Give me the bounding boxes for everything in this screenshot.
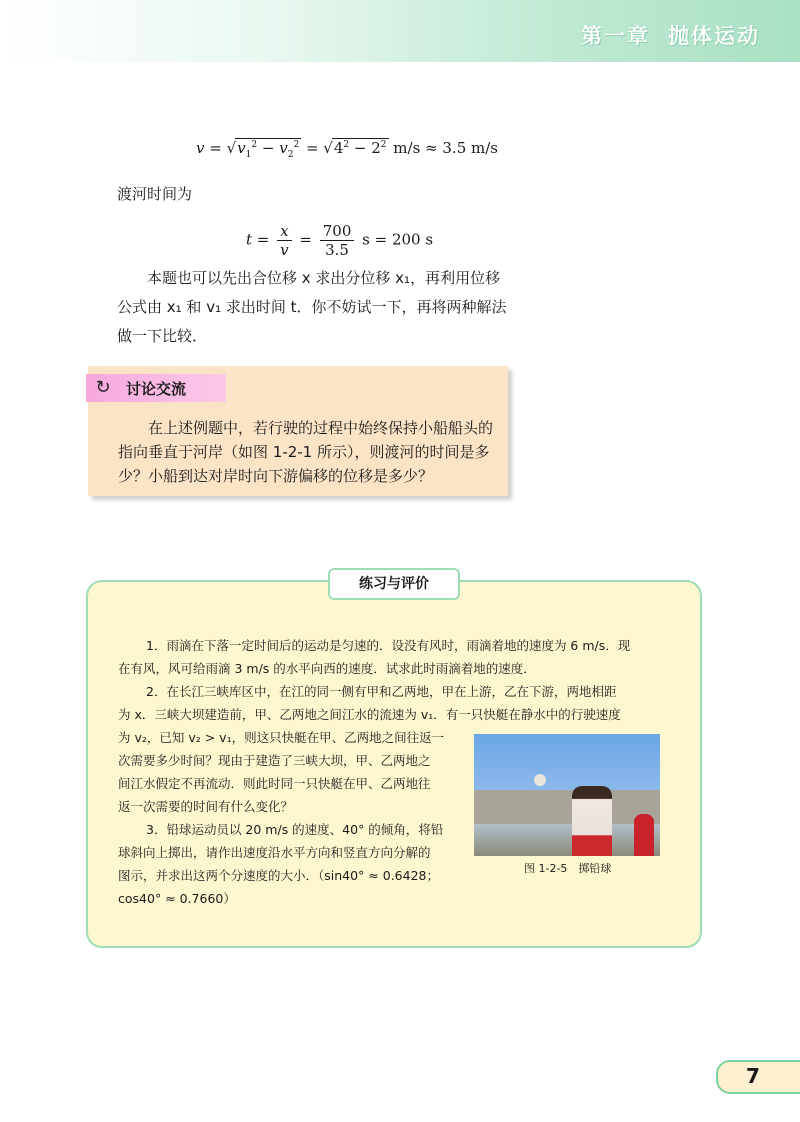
shot-put-ball: [534, 774, 546, 786]
chapter-name: 抛体运动: [668, 24, 760, 48]
v-symbol: v: [196, 139, 205, 157]
q2-line-4: 次需要多少时间？现由于建造了三峡大坝，甲、乙两地之: [118, 753, 431, 768]
crossing-time-label: 渡河时间为: [117, 185, 193, 203]
discussion-box: [88, 366, 508, 496]
chapter-number: 第一章: [581, 24, 650, 48]
athlete-figure: [572, 786, 612, 856]
t-result: s = 200 s: [362, 230, 434, 249]
question-1: [118, 634, 678, 680]
page-number-tab: [716, 1060, 800, 1094]
q3-line-3: 图示，并求出这两个分速度的大小．（sin40° ≈ 0.6428；: [118, 868, 439, 883]
q1-line-1: 1．雨滴在下落一定时间后的运动是匀速的．设没有风时，雨滴着地的速度为 6 m/s．现: [146, 638, 631, 653]
t-symbol: t: [246, 230, 253, 249]
q3-line-2: 球斜向上掷出，请作出速度沿水平方向和竖直方向分解的: [118, 845, 431, 860]
question-3: [118, 818, 468, 910]
discussion-title: 讨论交流: [126, 380, 187, 398]
alt-line-2: 公式由 x₁ 和 v₁ 求出时间 t．你不妨试一下，再将两种解法: [117, 298, 507, 316]
discussion-label: [86, 374, 226, 402]
alternative-method-paragraph: [117, 264, 507, 351]
q2-line-5: 间江水假定不再流动．则此时同一只快艇在甲、乙两地往: [118, 776, 431, 791]
time-equation: t = $\frac{x}{v}$ = $\frac{700}{3.5}$ s = 200 s: [246, 222, 434, 259]
page-number: 7: [746, 1064, 760, 1088]
q2-line-3: 为 v₂，已知 v₂ > v₁，则这只快艇在甲、乙两地之间往返一: [118, 730, 445, 745]
value-fraction: $\frac{700}{3.5}$: [320, 222, 355, 259]
q3-line-1: 3．铅球运动员以 20 m/s 的速度、40° 的倾角，将铅: [146, 822, 444, 837]
q2-line-2: 为 x．三峡大坝建造前，甲、乙两地之间江水的流速为 v₁．有一只快艇在静水中的行驶速度: [118, 707, 621, 722]
q1-line-2: 在有风，风可给雨滴 3 m/s 的水平向西的速度．试求此时雨滴着地的速度．: [118, 661, 536, 676]
q2-line-6: 返一次需要的时间有什么变化？: [118, 799, 294, 814]
shot-put-photo: [474, 734, 660, 856]
chapter-title: [581, 20, 760, 50]
alt-line-3: 做一下比较．: [117, 327, 208, 345]
q2-line-1: 2．在长江三峡库区中，在江的同一侧有甲和乙两地，甲在上游，乙在下游，两地相距: [146, 684, 617, 699]
v-result: m/s ≈ 3.5 m/s: [393, 139, 498, 157]
x-over-v-fraction: $\frac{x}{v}$: [277, 222, 291, 259]
discussion-body: 在上述例题中，若行驶的过程中始终保持小船船头的指向垂直于河岸（如图 1-2-1 所示），则渡河的时间是多少？小船到达对岸时向下游偏移的位移是多少？: [118, 419, 494, 485]
photo-background-building: [474, 790, 660, 824]
figure-caption: 图 1-2-5 掷铅球: [524, 862, 612, 875]
alt-line-1: 本题也可以先出合位移 x 求出分位移 x₁，再利用位移: [147, 269, 501, 287]
velocity-equation: $v = √v_1^2 - v_2^2 = √4^2 - 2^2$ m/s ≈ 3.5 m/s: [196, 139, 498, 160]
exercise-tag: 练习与评价: [328, 568, 460, 600]
spectator-figure: [634, 814, 654, 856]
v-mid-value: 4: [333, 139, 344, 157]
discussion-arrow-icon: ↻: [95, 377, 111, 398]
q3-line-4: cos40° ≈ 0.7660）: [118, 891, 236, 906]
